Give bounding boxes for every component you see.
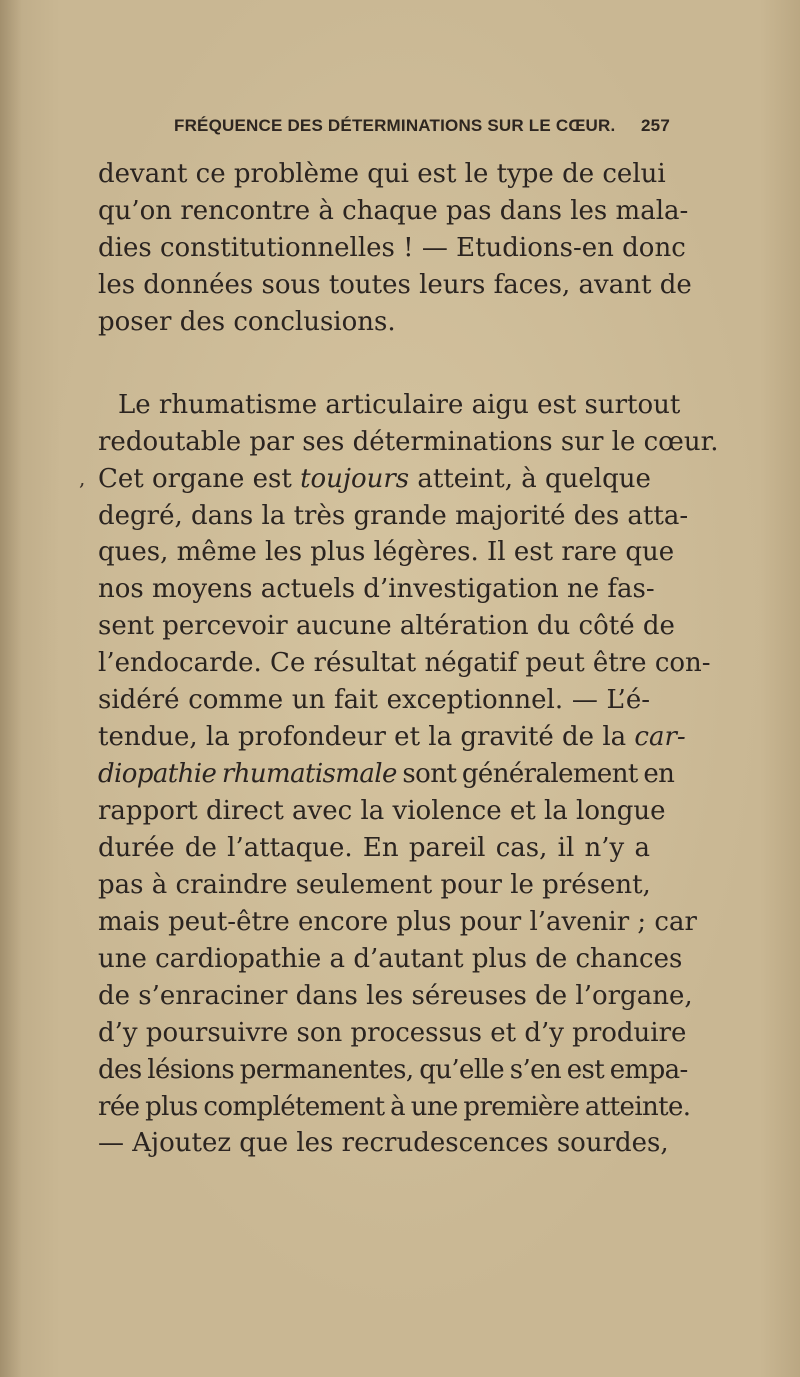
text-line: Le rhumatisme articulaire aigu est surtout (118, 389, 681, 420)
text-line: les données sous toutes leurs faces, avant de (98, 269, 692, 300)
text-line: pas à craindre seulement pour le présent, (98, 869, 651, 900)
text-run: Cet organe est (98, 463, 301, 494)
text-run: tendue, la profondeur et la gravité de la (98, 722, 635, 753)
text-line: d’y poursuivre son processus et d’y produire (98, 1017, 687, 1048)
text-run: atteint, à quelque (409, 463, 651, 494)
text-line: ques, même les plus légères. Il est rare que (98, 537, 675, 568)
text-line: mais peut-être encore plus pour l’avenir ; car (98, 906, 697, 937)
text-line: des lésions permanentes, qu’elle s’en est empa- (98, 1054, 688, 1085)
text-line (98, 719, 686, 756)
text-line: devant ce problème qui est le type de celui (98, 159, 666, 189)
body-text (98, 156, 719, 1162)
text-line: degré, dans la très grande majorité des atta- (98, 500, 689, 531)
italic-text: car- (634, 722, 686, 753)
italic-text: diopathie rhumatismale (98, 759, 397, 790)
text-line: sidéré comme un fait exceptionnel. — L’é- (98, 685, 650, 716)
paragraph-1 (98, 156, 692, 341)
text-line: sent percevoir aucune altération du côté de (98, 611, 675, 642)
text-line: l’endocarde. Ce résultat négatif peut être con- (98, 648, 711, 679)
running-head-title: FRÉQUENCE DES DÉTERMINATIONS SUR LE CŒUR. (174, 116, 616, 135)
text-line (98, 461, 650, 498)
text-run: sont généralement en (396, 759, 675, 790)
italic-text: toujours (300, 463, 410, 494)
text-line: dies constitutionnelles ! — Etudions-en donc (98, 232, 686, 263)
margin-mark: , (79, 466, 86, 490)
running-head (150, 116, 672, 144)
text-line: nos moyens actuels d’investigation ne fas- (98, 574, 655, 605)
text-line (98, 756, 675, 793)
text-line: rapport direct avec la violence et la longue (98, 796, 666, 826)
text-line: de s’enraciner dans les séreuses de l’organe, (98, 980, 693, 1011)
text-line: poser des conclusions. (98, 306, 396, 337)
text-line: rée plus complétement à une première atteinte. (98, 1091, 691, 1122)
text-line: une cardiopathie a d’autant plus de chances (98, 943, 683, 974)
paragraph-gap (98, 341, 650, 387)
text-line: — Ajoutez que les recrudescences sourdes, (98, 1128, 669, 1159)
page-number: 257 (641, 116, 670, 135)
text-line: redoutable par ses déterminations sur le cœur. (98, 426, 719, 457)
text-line: durée de l’attaque. En pareil cas, il n’y a (98, 832, 650, 863)
paragraph-2 (98, 387, 719, 1163)
text-line: qu’on rencontre à chaque pas dans les mala- (98, 195, 689, 226)
